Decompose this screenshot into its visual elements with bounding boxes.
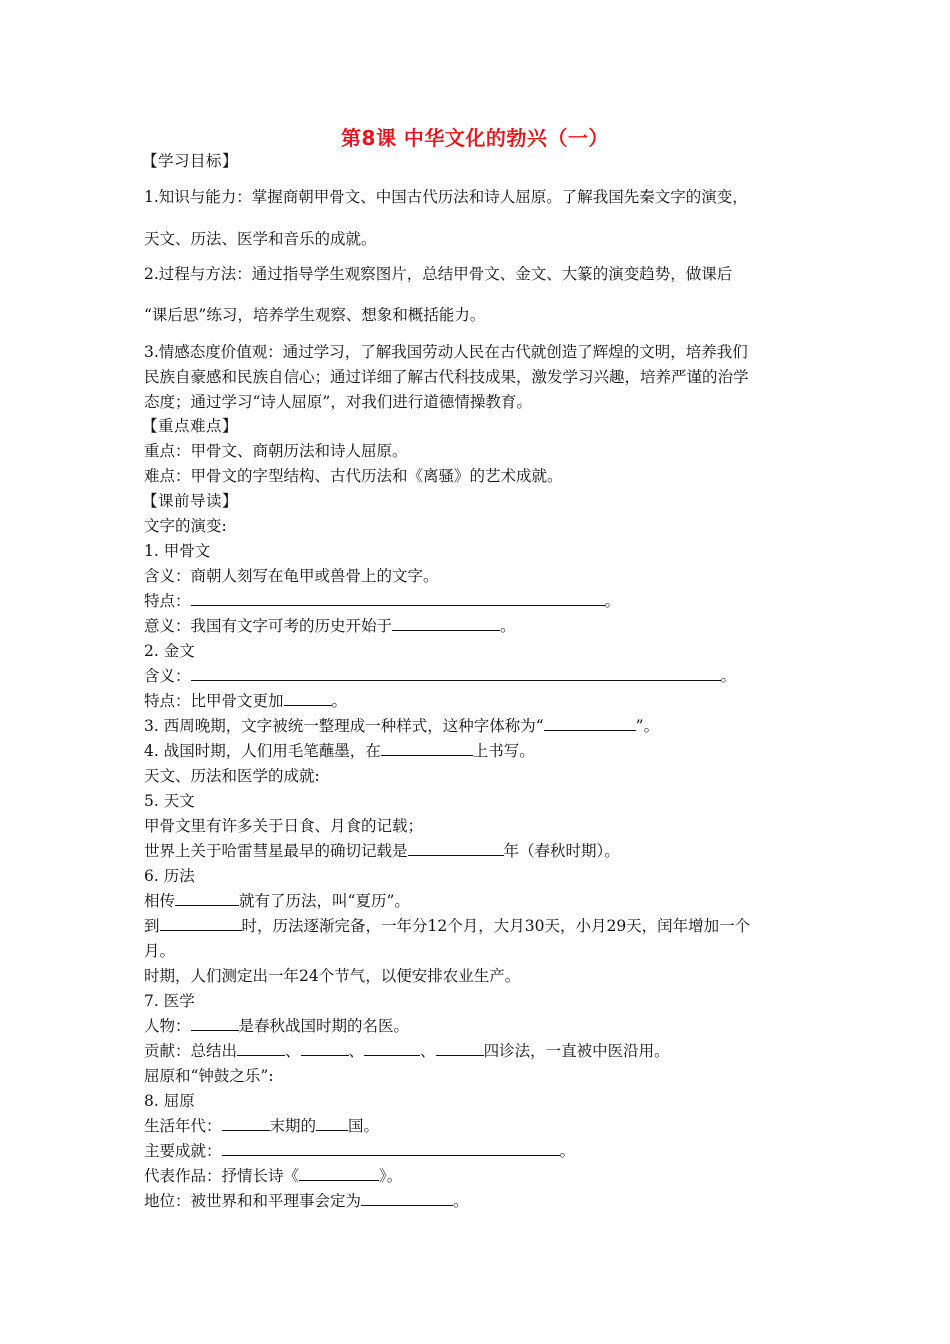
medicine-title: 7. 医学 [144,992,195,1010]
med-contrib-post: 四诊法，一直被中医沿用。 [483,1042,670,1060]
goal-2-line-2: “课后思”练习，培养学生观察、想象和概括能力。 [144,306,486,324]
science-title: 天文、历法和医学的成就: [144,767,320,785]
oracle-feature-blank[interactable] [191,590,605,606]
goal-3-line-1: 3.情感态度价值观：通过学习，了解我国劳动人民在古代就创造了辉煌的文明，培养我们 [144,343,748,361]
goal-2-line-1: 2.过程与方法：通过指导学生观察图片，总结甲骨文、金文、大篆的演变趋势，做课后 [144,265,733,283]
quyuan-achievement [144,1140,575,1162]
bronze-feature [144,690,347,712]
med-person-post: 是春秋战国时期的名医。 [238,1017,410,1035]
halley-comet [144,840,620,862]
cal-2-post: 时，历法逐渐完备，一年分12个月，大月30天，小月29天，闰年增加一个 [241,917,751,935]
key-difficulty: 难点：甲骨文的字型结构、古代历法和《离骚》的艺术成就。 [144,467,563,485]
bronze-feature-label: 特点：比甲骨文更加 [144,692,284,710]
med-contrib-label: 贡献：总结出 [144,1042,238,1060]
oracle-bone-significance [144,615,516,637]
period: 。 [604,592,621,610]
cal-2-blank[interactable] [160,915,242,931]
qy-achieve-blank[interactable] [222,1140,560,1156]
oracle-bone-title: 1. 甲骨文 [144,542,211,560]
warring-end: 上书写。 [472,742,535,760]
cal-1-blank[interactable] [175,890,239,906]
western-zhou-text: 3. 西周晚期，文字被统一整理成一种样式，这种字体称为“ [144,717,544,735]
halley-text: 世界上关于哈雷彗星最早的确切记载是 [144,842,408,860]
separator: 、 [420,1042,436,1060]
astronomy-title: 5. 天文 [144,792,195,810]
halley-end: 年（春秋时期）。 [503,842,620,860]
goal-1-line-1: 1.知识与能力：掌握商朝甲骨文、中国古代历法和诗人屈原。了解我国先秦文字的演变， [144,188,748,206]
qy-works-pre: 代表作品：抒情长诗《 [144,1167,300,1185]
calendar-line-4: 时期，人们测定出一年24个节气，以便安排农业生产。 [144,967,521,985]
bronze-title: 2. 金文 [144,642,195,660]
writing-evolution-title: 文字的演变: [144,517,227,535]
section-heading-goals: 【学习目标】 [142,152,239,170]
halley-blank[interactable] [408,840,504,856]
qy-works-blank[interactable] [299,1165,379,1181]
calendar-line-2 [144,915,750,937]
qy-status-pre: 地位：被世界和和平理事会定为 [144,1192,362,1210]
cal-2-pre: 到 [144,917,160,935]
calendar-line-1 [144,890,410,912]
quyuan-status [144,1190,469,1212]
music-title: 屈原和“钟鼓之乐”: [144,1067,274,1085]
qy-era-blank-1[interactable] [222,1115,270,1131]
qy-achieve-label: 主要成就： [144,1142,222,1160]
cal-1-post: 就有了历法，叫“夏历”。 [239,892,410,910]
oracle-significance-blank[interactable] [392,615,500,631]
page-title: 第8课 中华文化的勃兴（一） [341,126,609,150]
oracle-bone-meaning: 含义：商朝人刻写在龟甲或兽骨上的文字。 [144,567,439,585]
period: 。 [500,617,516,635]
period: 。 [331,692,348,710]
quyuan-title: 8. 屈原 [144,1092,195,1110]
quyuan-works [144,1165,402,1187]
qy-era-label: 生活年代： [144,1117,222,1135]
warring-blank[interactable] [381,740,473,756]
med-blank-1[interactable] [237,1040,285,1056]
med-person-label: 人物： [144,1017,191,1035]
goal-1-line-2: 天文、历法、医学和音乐的成就。 [144,230,377,248]
period: 。 [453,1192,469,1210]
warring-states-writing [144,740,535,762]
med-blank-2[interactable] [301,1040,349,1056]
key-focus: 重点：甲骨文、商朝历法和诗人屈原。 [144,442,408,460]
western-zhou-script [144,715,659,737]
qy-status-blank[interactable] [361,1190,453,1206]
calendar-line-3: 月。 [144,942,176,960]
bronze-meaning [144,665,736,687]
medicine-person [144,1015,409,1037]
astronomy-eclipse: 甲骨文里有许多关于日食、月食的记载； [144,817,424,835]
goal-3-line-3: 态度；通过学习“诗人屈原”，对我们进行道德情操教育。 [144,393,532,411]
qy-era-blank-2[interactable] [316,1115,348,1131]
calendar-title: 6. 历法 [144,867,195,885]
separator: 、 [285,1042,301,1060]
western-zhou-blank[interactable] [544,715,636,731]
goal-3-line-2: 民族自豪感和民族自信心；通过详细了解古代科技成果，激发学习兴趣，培养严谨的治学 [144,368,749,386]
section-heading-preview: 【课前导读】 [142,492,239,510]
oracle-feature-label: 特点： [144,592,191,610]
section-heading-key-points: 【重点难点】 [142,417,239,435]
warring-text: 4. 战国时期，人们用毛笔蘸墨，在 [144,742,381,760]
qy-era-mid: 末期的 [269,1117,317,1135]
oracle-bone-feature [144,590,620,612]
bronze-feature-blank[interactable] [284,690,332,706]
qy-era-post: 国。 [348,1117,380,1135]
period: 。 [559,1142,576,1160]
separator: 、 [348,1042,365,1060]
quyuan-era [144,1115,379,1137]
medicine-contribution [144,1040,670,1062]
med-blank-4[interactable] [436,1040,484,1056]
qy-works-post: 》。 [379,1167,403,1185]
western-zhou-end: ”。 [635,717,660,735]
bronze-meaning-label: 含义： [144,667,191,685]
med-blank-3[interactable] [364,1040,420,1056]
period: 。 [720,667,737,685]
bronze-meaning-blank[interactable] [191,665,721,681]
oracle-significance-label: 意义：我国有文字可考的历史开始于 [144,617,393,635]
cal-1-pre: 相传 [144,892,176,910]
med-person-blank[interactable] [191,1015,239,1031]
